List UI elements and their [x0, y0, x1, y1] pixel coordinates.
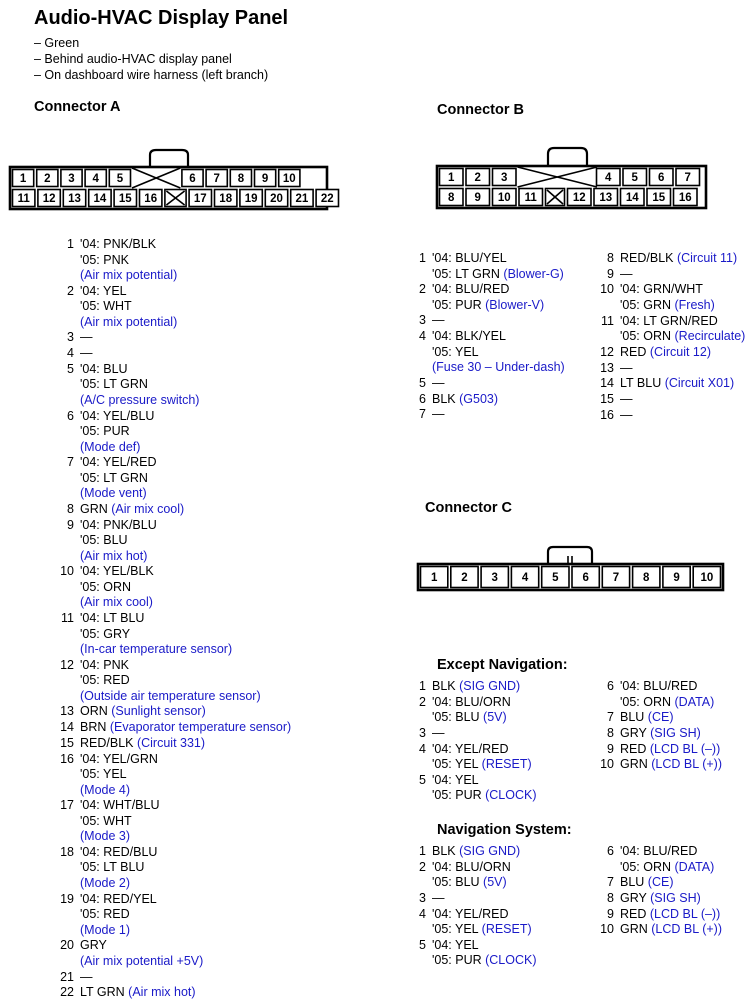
circuit-label: (Air mix potential +5V) — [80, 953, 204, 968]
circuit-label: (Mode 1) — [80, 922, 131, 937]
circuit-label: (Outside air temperature sensor) — [80, 688, 261, 703]
pin-number: 11 — [601, 313, 614, 328]
wire-color: '05: LT GRN — [80, 377, 148, 392]
circuit-label: (Circuit 11) — [676, 251, 738, 265]
wire-color: '04: RED/BLU — [80, 844, 158, 859]
wire-color: — — [620, 407, 633, 422]
pin-label: 22 — [320, 193, 334, 205]
circuit-label: (Mode 4) — [80, 782, 131, 797]
wire-color: '04: BLU/ORN — [432, 859, 511, 874]
pin-label: 12 — [572, 192, 586, 204]
pin-number: 1 — [67, 237, 74, 251]
circuit-label: (LCD BL (–)) — [649, 906, 721, 921]
circuit-label: (SIG GND) — [459, 679, 521, 693]
wire-color: '04: BLU/ORN — [432, 694, 511, 709]
circuit-label: (LCD BL (+)) — [651, 922, 722, 937]
wire-color: GRY — [620, 890, 651, 905]
pin-number: 14 — [600, 376, 614, 391]
wire-color: BLK — [432, 679, 460, 693]
wire-color: RED/BLK — [620, 251, 677, 265]
wire-color: '05: GRY — [80, 626, 131, 641]
wire-color: '05: BLU — [80, 533, 128, 548]
wire-color: '04: YEL/RED — [80, 455, 157, 470]
wire-color: '05: WHT — [80, 813, 132, 828]
pin-label: 7 — [612, 572, 620, 584]
pin-label: 9 — [673, 572, 680, 584]
pin-number: 18 — [60, 844, 74, 859]
circuit-label: (DATA) — [674, 694, 715, 709]
pin-label: 10 — [282, 173, 296, 185]
wire-color: '04: BLU/YEL — [432, 251, 507, 265]
pin-label: 19 — [244, 193, 258, 205]
wire-color: '04: YEL — [432, 937, 479, 952]
circuit-label: (SIG GND) — [459, 844, 521, 858]
pin-number: 7 — [419, 407, 426, 422]
pin-number: 13 — [600, 360, 614, 375]
pin-label: 7 — [684, 172, 691, 184]
pin-number: 15 — [600, 391, 614, 406]
wire-color: — — [620, 266, 633, 281]
pin-label: 15 — [652, 192, 666, 204]
wire-color: GRN — [620, 922, 652, 937]
pin-label: 2 — [461, 572, 468, 584]
wire-color: '05: BLU — [432, 875, 484, 890]
pin-number: 12 — [60, 657, 74, 672]
circuit-label: (Fresh) — [674, 297, 715, 312]
pin-label: 9 — [474, 192, 481, 204]
circuit-label: (LCD BL (–)) — [649, 741, 721, 756]
wire-color: ORN — [80, 704, 112, 719]
pin-label: 4 — [92, 173, 99, 185]
circuit-label: (Blower-V) — [485, 297, 545, 312]
pin-number: 21 — [60, 969, 74, 984]
circuit-label: (Mode 2) — [80, 875, 131, 890]
circuit-label: (Air mix hot) — [80, 548, 148, 563]
wire-color: '05: LT GRN — [80, 470, 148, 485]
circuit-label: (In-car temperature sensor) — [80, 642, 233, 656]
circuit-label: (CE) — [647, 875, 674, 890]
wire-color: '04: YEL/RED — [432, 906, 509, 921]
pin-number: 9 — [607, 741, 614, 756]
pin-number: 9 — [607, 906, 614, 921]
pin-label: 16 — [678, 192, 692, 204]
wire-color: '04: BLU/RED — [620, 679, 698, 693]
circuit-label: (SIG SH) — [650, 725, 701, 740]
circuit-label: (SIG SH) — [650, 890, 701, 905]
pin-number: 3 — [67, 330, 74, 345]
pin-number: 3 — [419, 313, 426, 328]
connector-b-heading: Connector B — [437, 102, 524, 118]
pin-number: 3 — [419, 725, 426, 740]
circuit-label: (Mode vent) — [80, 486, 147, 501]
pin-number: 1 — [419, 251, 426, 265]
pin-label: 14 — [625, 192, 639, 204]
pin-number: 7 — [607, 710, 614, 725]
wire-color: '05: YEL — [432, 344, 479, 359]
wire-color: — — [80, 330, 93, 345]
wire-color: RED — [620, 741, 650, 756]
wire-color: — — [620, 391, 633, 406]
wire-color: RED — [620, 906, 650, 921]
circuit-label: (Circuit 331) — [136, 735, 206, 750]
wire-color: BRN — [80, 720, 110, 735]
wire-color: '05: LT GRN — [432, 266, 504, 281]
wire-color: '04: BLU/RED — [432, 282, 510, 297]
circuit-label: (Evaporator temperature sensor) — [109, 720, 292, 735]
pin-number: 13 — [60, 704, 74, 719]
circuit-label: (DATA) — [674, 859, 715, 874]
pin-label: 5 — [552, 572, 559, 584]
wire-color: '05: PUR — [432, 788, 486, 803]
circuit-label: (Air mix potential) — [80, 314, 178, 329]
pin-label: 6 — [658, 172, 665, 184]
pin-number: 20 — [60, 938, 74, 953]
pin-number: 1 — [419, 844, 426, 858]
wire-color: BLU — [620, 710, 648, 725]
pin-number: 2 — [419, 282, 426, 297]
circuit-label: (CE) — [647, 710, 674, 725]
circuit-label: (RESET) — [481, 922, 532, 937]
pin-label: 10 — [497, 192, 511, 204]
pin-number: 16 — [60, 751, 74, 766]
wire-color: '05: PUR — [80, 424, 130, 438]
pin-label: 8 — [448, 192, 455, 204]
wire-color: — — [432, 407, 445, 422]
wire-color: BLU — [620, 875, 648, 890]
circuit-label: (Mode 3) — [80, 829, 131, 844]
page-title: Audio-HVAC Display Panel — [34, 7, 289, 29]
wire-color: '04: PNK — [80, 657, 129, 672]
pin-number: 2 — [419, 694, 426, 709]
connector-b-diagram — [437, 148, 706, 208]
pin-number: 22 — [60, 985, 74, 1000]
pin-label: 1 — [430, 572, 438, 584]
pin-label: 4 — [521, 572, 529, 584]
circuit-label: (Sunlight sensor) — [111, 704, 206, 719]
wire-color: GRN — [620, 757, 652, 772]
pin-number: 6 — [607, 844, 614, 858]
pin-number: 7 — [67, 455, 74, 470]
pin-number: 4 — [67, 346, 74, 361]
pin-number: 1 — [419, 679, 426, 693]
pin-number: 9 — [67, 517, 74, 532]
navigation-system-heading: Navigation System: — [437, 822, 572, 838]
pin-label: 13 — [68, 193, 81, 205]
pin-number: 8 — [607, 890, 614, 905]
wire-color: RED — [620, 344, 650, 359]
circuit-label: (CLOCK) — [485, 953, 537, 968]
pin-label: 5 — [116, 173, 124, 185]
wire-color: BLK — [432, 844, 460, 858]
wire-color: '04: LT BLU — [80, 611, 145, 625]
wire-color: '05: GRN — [620, 297, 675, 312]
wire-color: '04: YEL — [432, 772, 479, 787]
wire-color: '05: WHT — [80, 299, 132, 314]
pin-number: 10 — [600, 282, 614, 297]
pin-label: 18 — [219, 193, 233, 205]
wire-color: '04: BLU/RED — [620, 844, 698, 858]
circuit-label: (RESET) — [481, 757, 532, 772]
wire-color: BLK — [432, 391, 460, 406]
pin-number: 15 — [60, 735, 74, 750]
wire-color: '04: YEL — [80, 283, 127, 298]
wire-color: '04: WHT/BLU — [80, 798, 160, 813]
pin-label: 6 — [189, 173, 196, 185]
pin-number: 4 — [419, 741, 426, 756]
circuit-label: (Air mix cool) — [80, 595, 153, 610]
wire-color: '04: BLK/YEL — [432, 329, 506, 344]
pin-number: 9 — [607, 266, 614, 281]
wire-color: LT BLU — [620, 376, 665, 391]
wire-color: '04: YEL/RED — [432, 741, 509, 756]
circuit-label: (Air mix cool) — [111, 501, 185, 516]
pin-number: 8 — [607, 251, 614, 265]
wire-color: '05: LT BLU — [80, 860, 145, 875]
circuit-label: (CLOCK) — [485, 788, 537, 803]
wire-color: — — [432, 375, 445, 390]
pin-number: 6 — [67, 408, 74, 423]
wire-color: '05: PNK — [80, 252, 129, 267]
pin-number: 10 — [600, 922, 614, 937]
wire-color: GRY — [620, 725, 651, 740]
circuit-label: (Circuit X01) — [664, 376, 735, 391]
latch — [548, 148, 587, 166]
connector-c-diagram — [418, 547, 723, 590]
wire-color: '04: PNK/BLK — [80, 237, 157, 251]
pin-number: 14 — [60, 720, 74, 735]
wire-color: '05: ORN — [620, 694, 675, 709]
wire-color: LT GRN — [80, 985, 129, 1000]
pin-label: 11 — [17, 193, 30, 205]
pin-number: 5 — [419, 772, 426, 787]
circuit-label: (G503) — [459, 391, 499, 406]
wire-color: — — [432, 725, 445, 740]
pin-number: 4 — [419, 329, 426, 344]
circuit-label: (5V) — [483, 710, 507, 725]
pin-label: 8 — [643, 572, 650, 584]
pin-number: 16 — [600, 407, 614, 422]
pin-label: 14 — [93, 193, 107, 205]
wire-color: — — [80, 346, 93, 361]
wire-color: '05: RED — [80, 907, 130, 922]
note-color: – Green — [34, 36, 80, 50]
pin-number: 11 — [61, 611, 74, 625]
pin-label: 3 — [501, 172, 508, 184]
pin-number: 2 — [67, 283, 74, 298]
latch — [548, 547, 592, 564]
circuit-label: (Blower-G) — [503, 266, 564, 281]
pin-number: 3 — [419, 890, 426, 905]
wire-color: '05: BLU — [432, 710, 484, 725]
circuit-label: (A/C pressure switch) — [80, 392, 200, 407]
pin-label: 10 — [700, 572, 714, 584]
pin-label: 4 — [605, 172, 612, 184]
circuit-label: (Air mix hot) — [128, 985, 196, 1000]
wire-color: '05: ORN — [80, 579, 132, 594]
pin-number: 19 — [60, 891, 74, 906]
wire-color: '04: BLU — [80, 361, 128, 376]
wire-color: '05: ORN — [620, 329, 675, 344]
wire-color: '04: YEL/GRN — [80, 751, 158, 766]
pin-number: 5 — [419, 375, 426, 390]
pin-number: 8 — [67, 501, 74, 516]
circuit-label: (Fuse 30 – Under-dash) — [432, 360, 565, 375]
pin-label: 17 — [193, 193, 207, 205]
wire-color: — — [80, 969, 93, 984]
circuit-label: (Mode def) — [80, 439, 141, 454]
pin-number: 17 — [60, 798, 74, 813]
note-harness: – On dashboard wire harness (left branch) — [34, 68, 269, 82]
pin-label: 6 — [582, 572, 589, 584]
wire-color: '05: RED — [80, 673, 130, 688]
wire-color: '04: RED/YEL — [80, 891, 157, 906]
connector-c-heading: Connector C — [425, 500, 512, 516]
except-navigation-heading: Except Navigation: — [437, 657, 568, 673]
circuit-label: (5V) — [483, 875, 507, 890]
wire-color: — — [432, 890, 445, 905]
circuit-label: (Air mix potential) — [80, 268, 178, 282]
note-location: – Behind audio-HVAC display panel — [34, 52, 232, 66]
pin-label: 21 — [295, 193, 309, 205]
pin-number: 8 — [607, 725, 614, 740]
wire-color: '05: YEL — [80, 767, 127, 781]
pin-label: 3 — [491, 572, 498, 584]
pin-label: 15 — [118, 193, 132, 205]
pin-number: 12 — [600, 344, 614, 359]
pin-label: 9 — [261, 173, 269, 185]
wire-color: '04: PNK/BLU — [80, 517, 157, 532]
pin-label: 2 — [474, 172, 481, 184]
wire-color: RED/BLK — [80, 735, 137, 750]
circuit-label: (LCD BL (+)) — [651, 757, 722, 772]
wire-color: GRY — [80, 938, 107, 953]
pin-number: 7 — [607, 875, 614, 890]
wire-color: — — [432, 313, 445, 328]
pin-label: 13 — [599, 192, 613, 204]
pin-number: 10 — [60, 564, 74, 579]
pin-label: 8 — [237, 173, 245, 185]
circuit-label: (Circuit 12) — [649, 344, 711, 359]
connector-a-diagram — [10, 150, 339, 209]
circuit-label: (Recirculate) — [674, 329, 746, 344]
wire-color: GRN — [80, 501, 112, 516]
pin-label: 3 — [68, 173, 75, 185]
pin-label: 1 — [19, 173, 27, 185]
wire-color: '05: PUR — [432, 953, 486, 968]
wire-color: '05: YEL — [432, 757, 482, 772]
wire-color: '05: YEL — [432, 922, 482, 937]
pin-label: 1 — [448, 172, 455, 184]
pin-label: 12 — [42, 193, 56, 205]
wire-color: '05: ORN — [620, 859, 675, 874]
pin-label: 16 — [144, 193, 158, 205]
wire-color: '04: GRN/WHT — [620, 282, 703, 297]
wire-color: — — [620, 360, 633, 375]
pin-label: 5 — [631, 172, 638, 184]
wire-color: '04: YEL/BLU — [80, 408, 155, 423]
wire-color: '05: PUR — [432, 297, 486, 312]
connector-a-heading: Connector A — [34, 99, 121, 115]
wire-color: '04: LT GRN/RED — [620, 313, 718, 328]
pin-number: 5 — [419, 937, 426, 952]
latch — [150, 150, 188, 167]
pin-number: 6 — [607, 679, 614, 693]
pin-number: 5 — [67, 361, 74, 376]
wire-color: '04: YEL/BLK — [80, 564, 154, 579]
pin-number: 10 — [600, 757, 614, 772]
pin-label: 2 — [44, 173, 51, 185]
pin-label: 11 — [524, 192, 537, 204]
pin-number: 4 — [419, 906, 426, 921]
pin-number: 2 — [419, 859, 426, 874]
pin-number: 6 — [419, 391, 426, 406]
pin-label: 20 — [270, 193, 283, 205]
pin-label: 7 — [213, 173, 220, 185]
